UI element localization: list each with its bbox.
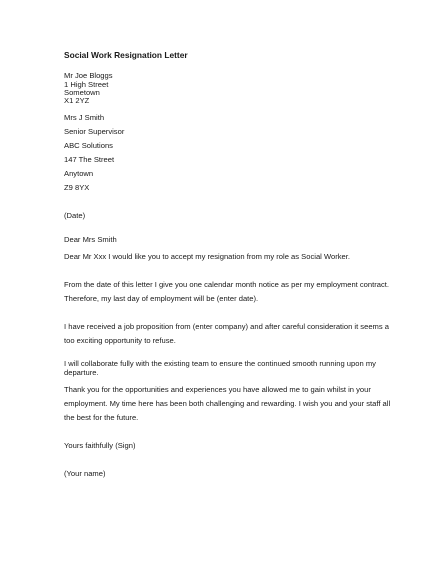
paragraph-3-line-1: I have received a job proposition from (enter company) and after careful consideration it seems a	[64, 322, 390, 331]
paragraph-4-line-2: departure.	[64, 368, 99, 377]
letter-date: (Date)	[64, 211, 86, 220]
closing: Yours faithfully (Sign)	[64, 441, 136, 450]
recipient-street: 147 The Street	[64, 155, 115, 164]
recipient-town: Anytown	[64, 169, 94, 178]
paragraph-5-line-2: employment. My time here has been both challenging and rewarding. I wish you and your staff all	[64, 399, 391, 408]
paragraph-2-line-1: From the date of this letter I give you one calendar month notice as per my employment contract.	[64, 280, 390, 289]
recipient-name: Mrs J Smith	[64, 113, 105, 122]
letter-title: Social Work Resignation Letter	[64, 50, 188, 60]
paragraph-2-line-2: Therefore, my last day of employment will be (enter date).	[64, 294, 259, 303]
salutation: Dear Mrs Smith	[64, 235, 117, 244]
paragraph-4-line-1: I will collaborate fully with the existing team to ensure the continued smooth running upon my	[64, 359, 376, 368]
sender-name: Mr Joe Bloggs	[64, 71, 113, 80]
paragraph-1-line-1: Dear Mr Xxx I would like you to accept my resignation from my role as Social Worker.	[64, 252, 350, 261]
recipient-company: ABC Solutions	[64, 141, 113, 150]
paragraph-5-line-3: the best for the future.	[64, 413, 139, 422]
recipient-postcode: Z9 8YX	[64, 183, 90, 192]
sender-postcode: X1 2YZ	[64, 96, 90, 105]
signature-name: (Your name)	[64, 469, 106, 478]
sender-town: Sometown	[64, 88, 100, 97]
recipient-position: Senior Supervisor	[64, 127, 125, 136]
paragraph-5-line-1: Thank you for the opportunities and experiences you have allowed me to gain whilst in your	[64, 385, 371, 394]
paragraph-3-line-2: too exciting opportunity to refuse.	[64, 336, 176, 345]
sender-street: 1 High Street	[64, 80, 109, 89]
